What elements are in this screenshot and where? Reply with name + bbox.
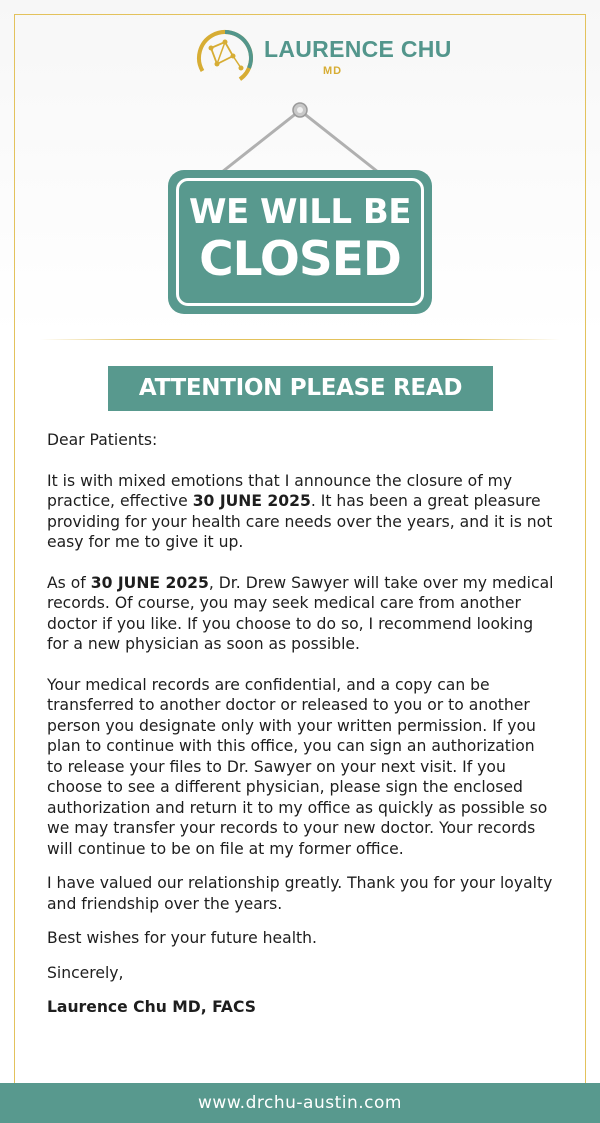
sign-line-2: CLOSED — [199, 232, 401, 287]
letter-paragraph-3: Your medical records are confidential, and a copy can be transferred to another doctor or released to you or to another person you designate only with your written permission. If you plan to continue with this office, you can sign an authorization to release your files to Dr. Sawyer on your next visit. If you choose to see a different physician, please sign the enclosed authorization and return it to my office as quickly as possible so we may transfer your records to your new doctor. Your records will continue to be on file at my former office. — [47, 675, 548, 858]
letter-greeting: Dear Patients: — [47, 431, 158, 449]
sign-line-1: WE WILL BE — [188, 192, 412, 232]
letter-body — [47, 430, 555, 1018]
closure-date: 30 JUNE 2025 — [192, 492, 311, 510]
letter-paragraph-1: It is with mixed emotions that I announce the closure of my practice, effective 30 JUNE 2025. It has been a great pleasure providing for your health care needs over the years, and it is not easy for me to give it up. — [47, 471, 553, 551]
logo-credential: MD — [323, 65, 343, 77]
closed-sign — [168, 170, 432, 314]
footer-bar — [0, 1083, 600, 1123]
sign-hanger-icon — [0, 0, 600, 180]
website-link[interactable]: www.drchu-austin.com — [198, 1093, 402, 1113]
letter-paragraph-2: As of 30 JUNE 2025, Dr. Drew Sawyer will take over my medical records. Of course, you may seek medical care from another doctor if you like. If you choose to do so, I recommend looking for a new physician as soon as possible. — [47, 573, 554, 653]
transfer-date: 30 JUNE 2025 — [90, 573, 209, 592]
attention-banner: ATTENTION PLEASE READ — [108, 366, 493, 411]
letter-closing: Sincerely, — [47, 963, 124, 982]
letter-paragraph-5: Best wishes for your future health. — [47, 929, 317, 947]
letter-paragraph-4: I have valued our relationship greatly. Thank you for your loyalty and friendship over the years. — [47, 874, 553, 913]
gold-divider — [40, 339, 560, 340]
letter-signature: Laurence Chu MD, FACS — [47, 998, 256, 1016]
logo-name: LAURENCE CHU — [264, 36, 452, 62]
